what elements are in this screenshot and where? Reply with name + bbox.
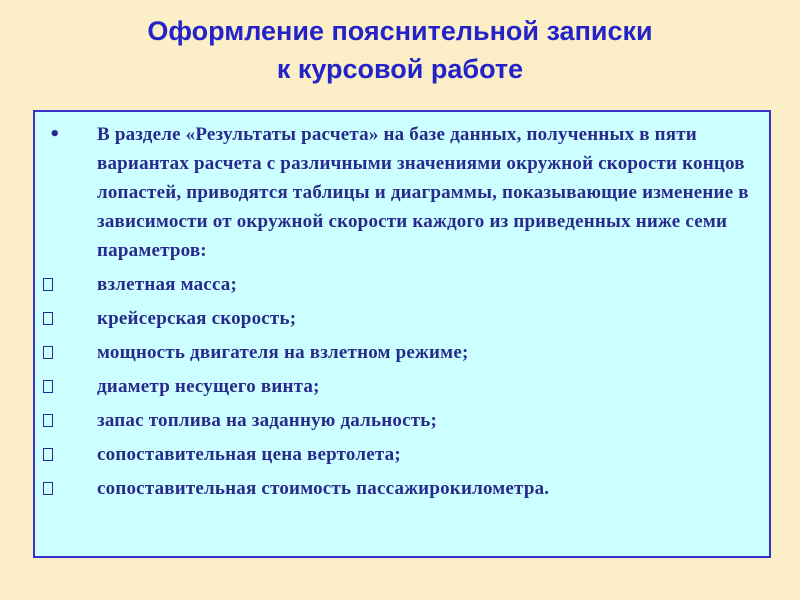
bullet-icon: • — [49, 124, 61, 145]
list-item — [35, 302, 769, 336]
list-item — [35, 370, 769, 404]
list-item-text: мощность двигателя на взлетном режиме; — [97, 342, 469, 363]
square-bullet-icon — [43, 380, 53, 393]
list-item-text: взлетная масса; — [97, 274, 238, 295]
list-item — [35, 404, 769, 438]
content-box — [33, 110, 771, 558]
intro-text: В разделе «Результаты расчета» на базе данных, полученных в пяти вариантах расчета с различными значениями окружной скорости концов лопастей, приводятся таблицы и диаграммы, показывающие изменение в зависимости от окружной скорости каждого из приведенных ниже семи параметров: — [97, 124, 749, 261]
square-bullet-icon — [43, 312, 53, 325]
content-text — [35, 120, 769, 506]
slide-title-line-1: Оформление пояснительной записки — [147, 16, 653, 46]
list-item — [35, 268, 769, 302]
square-bullet-icon — [43, 278, 53, 291]
square-bullet-icon — [43, 448, 53, 461]
parameter-list — [35, 268, 769, 506]
list-item-text: сопоставительная цена вертолета; — [97, 444, 401, 465]
square-bullet-icon — [43, 346, 53, 359]
list-item-text: запас топлива на заданную дальность; — [97, 410, 438, 431]
list-item — [35, 438, 769, 472]
list-item-text: сопоставительная стоимость пассажирокилометра. — [97, 478, 550, 499]
list-item-text: диаметр несущего винта; — [97, 376, 320, 397]
list-item-text: крейсерская скорость; — [97, 308, 297, 329]
square-bullet-icon — [43, 414, 53, 427]
list-item — [35, 472, 769, 506]
list-item — [35, 336, 769, 370]
slide-title-line-2: к курсовой работе — [276, 54, 524, 84]
intro-paragraph — [35, 120, 769, 265]
square-bullet-icon — [43, 482, 53, 495]
slide-title — [0, 12, 800, 88]
